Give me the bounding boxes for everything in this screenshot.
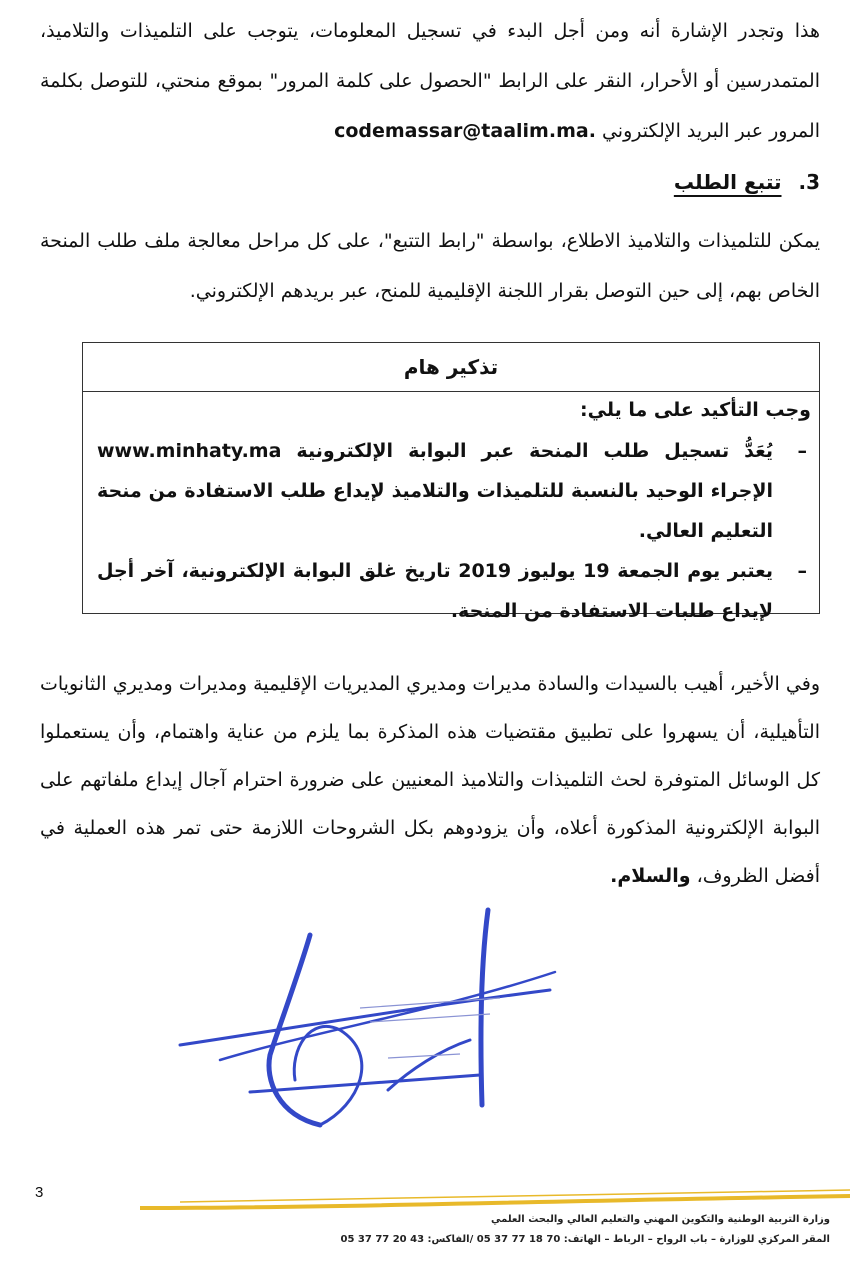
email-address: codemassar@taalim.ma. (334, 120, 596, 142)
reminder-list (97, 431, 811, 631)
reminder-item (97, 431, 811, 551)
footer-address: المقر المركزي للوزارة – باب الرواح – الرباط – الهاتف: 70 18 77 37 05 /الفاكس: 43 20 77 37 05 (340, 1234, 830, 1245)
closing-text: وفي الأخير، أهيب بالسيدات والسادة مديرات ومديري المديريات الإقليمية ومديرات ومديري الثانويات التأهيلية، أن يسهروا على تطبيق مقتضيات هذه المذكرة بما يلزم من عناية واهتمام، وأن يستعملوا كل الوسائل المتوفرة لحث التلميذات والتلاميذ المعنيين على ضرورة احترام آجال إيداع ملفاتهم على البوابة الإلكترونية المذكورة أعلاه، وأن يزودوهم بكل الشروحات اللازمة حتى تمر هذه العملية في أفضل الظروف، (40, 673, 820, 887)
section-title: تتبع الطلب (673, 170, 782, 194)
signature-stroke (294, 1026, 362, 1125)
portal-url: www.minhaty.ma (97, 440, 282, 462)
closing-paragraph (40, 660, 820, 900)
signature-stroke (388, 1040, 470, 1090)
tracking-paragraph: يمكن للتلميذات والتلاميذ الاطلاع، بواسطة "رابط التتبع"، على كل مراحل معالجة ملف طلب المنحة الخاص بهم، إلى حين التوصل بقرار اللجنة الإقليمية للمنح، عبر بريدهم الإلكتروني. (40, 230, 820, 302)
reminder-box-intro: وجب التأكيد على ما يلي: (580, 399, 811, 421)
reminder-item-text: الإجراء الوحيد بالنسبة للتلميذات والتلاميذ لإيداع طلب الاستفادة من منحة التعليم العالي. (97, 480, 773, 542)
signature-stroke (220, 972, 555, 1060)
footer-ministry: وزارة التربية الوطنية والتكوين المهني والتعليم العالي والبحث العلمي (491, 1214, 830, 1225)
intro-text: هذا وتجدر الإشارة أنه ومن أجل البدء في تسجيل المعلومات، يتوجب على التلميذات والتلاميذ، المتمدرسين أو الأحرار، النقر على الرابط "الحصول على كلمة المرور" بموقع منحتي، للتوصل بكلمة المرور عبر البريد الإلكتروني (40, 20, 820, 142)
signature-stroke (481, 910, 488, 1105)
reminder-item: – يعتبر يوم الجمعة 19 يوليوز 2019 تاريخ غلق البوابة الإلكترونية، آخر أجل لإيداع طلبات الاستفادة من المنحة. (97, 551, 811, 631)
sign-off: والسلام. (610, 865, 691, 887)
section-number: 3. (798, 170, 820, 194)
reminder-item-text: يُعَدُّ تسجيل طلب المنحة عبر البوابة الإلكترونية (281, 440, 773, 462)
footer-gold-band (140, 1188, 850, 1210)
page-number: 3 (35, 1184, 44, 1201)
section-heading (674, 170, 820, 194)
signature-stamp (160, 880, 560, 1130)
reminder-box (82, 342, 820, 622)
reminder-box-title: تذكير هام (83, 343, 819, 392)
signature-stroke (250, 1075, 480, 1092)
intro-paragraph (40, 6, 820, 156)
